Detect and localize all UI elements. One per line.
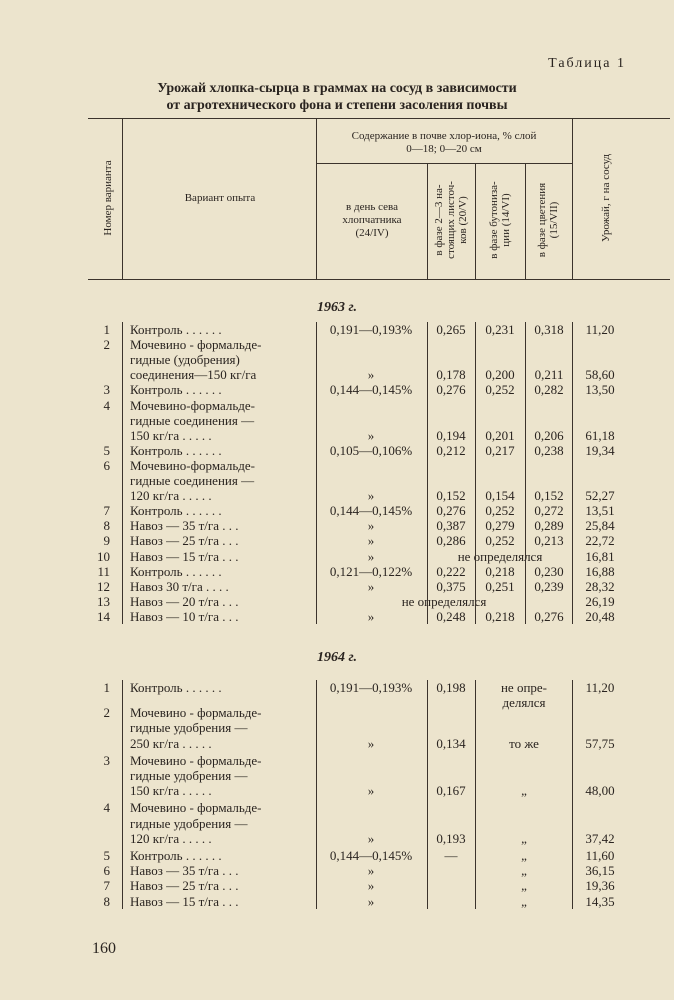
leaves-value: 0,276 xyxy=(436,503,466,519)
sowing-value: » xyxy=(367,533,375,549)
flowering-value: 0,211 xyxy=(534,367,564,383)
leaves-value: 0,286 xyxy=(436,533,466,549)
sowing-value: » xyxy=(367,735,375,751)
yield-value: 22,72 xyxy=(585,533,615,549)
yield-value: 13,51 xyxy=(585,503,615,519)
yield-value: 28,32 xyxy=(585,578,615,594)
sowing-value: » xyxy=(367,783,375,799)
header-variant-number: Номер варианта xyxy=(102,160,114,236)
row-number: 1 xyxy=(103,322,110,337)
yield-value: 19,34 xyxy=(585,442,615,458)
yield-value: 11,20 xyxy=(585,680,615,695)
leaves-value: 0,198 xyxy=(436,680,466,695)
yield-value: 20,48 xyxy=(585,608,615,624)
variant-name: Мочевино - формальде- xyxy=(130,752,262,768)
leaves-value: 0,248 xyxy=(436,608,466,624)
yield-value: 11,60 xyxy=(585,848,615,863)
leaves-value: 0,222 xyxy=(436,563,466,579)
variant-name: соединения—150 кг/га xyxy=(130,367,257,383)
header-leaves-line-2: стоящих листоч- xyxy=(445,181,457,259)
variant-name: гидные соединения — xyxy=(130,412,255,428)
variant-name: Мочевино-формальде- xyxy=(130,397,255,413)
sowing-value: 0,105—0,106% xyxy=(329,442,413,458)
col-divider xyxy=(525,322,526,624)
row-number: 9 xyxy=(103,533,110,549)
row-number: 2 xyxy=(103,705,110,721)
variant-name: Контроль . . . . . . xyxy=(130,563,222,579)
variant-name: гидные соединения — xyxy=(130,473,255,488)
variant-name: Контроль . . . . . . xyxy=(130,680,222,695)
row-number: 10 xyxy=(97,548,110,564)
variant-name: Контроль . . . . . . xyxy=(130,382,222,398)
variant-name: Контроль . . . . . . xyxy=(130,442,222,458)
flowering-value: 0,282 xyxy=(534,382,564,398)
header-sowing-line-2: хлопчатника xyxy=(342,214,402,226)
col-divider xyxy=(427,680,428,909)
budding-value: 0,201 xyxy=(485,427,515,443)
row-number: 6 xyxy=(103,457,110,473)
variant-name: Навоз — 25 т/га . . . xyxy=(130,878,239,894)
row-number: 12 xyxy=(97,578,110,594)
flowering-value: 0,276 xyxy=(534,608,564,624)
sowing-value: 0,144—0,145% xyxy=(329,382,413,398)
header-leaves-line-3: ков (20/V) xyxy=(457,196,469,244)
variant-name: 120 кг/га . . . . . xyxy=(130,830,212,846)
sowing-value: » xyxy=(367,863,375,879)
variant-name: 150 кг/га . . . . . xyxy=(130,783,212,799)
variant-name: Мочевино-формальде- xyxy=(130,457,255,473)
subheader-rule xyxy=(316,163,572,164)
col-divider xyxy=(475,322,476,624)
variant-name: гидные удобрения — xyxy=(130,768,248,783)
sowing-value: » xyxy=(367,878,375,894)
budding-value: 0,200 xyxy=(485,367,515,383)
col-divider xyxy=(572,680,573,909)
flowering-value: 0,206 xyxy=(534,427,564,443)
budding-value: 0,252 xyxy=(485,382,515,398)
leaves-value: — xyxy=(444,848,458,863)
leaves-value: 0,194 xyxy=(436,427,466,443)
leaves-value: 0,265 xyxy=(436,322,466,337)
sowing-value: 0,191—0,193% xyxy=(329,322,413,337)
page-number: 160 xyxy=(92,940,116,957)
sowing-value: 0,144—0,145% xyxy=(329,503,413,519)
row-number: 2 xyxy=(103,337,110,353)
col-divider xyxy=(316,680,317,909)
header-content-line-1: Содержание в почве хлор-иона, % слой xyxy=(351,130,537,142)
title-line-1: Урожай хлопка-сырца в граммах на сосуд в зависимости xyxy=(157,81,517,96)
table-label: Таблица 1 xyxy=(548,56,626,71)
sowing-value: » xyxy=(367,367,375,383)
row-number: 6 xyxy=(103,863,110,879)
variant-name: 150 кг/га . . . . . xyxy=(130,427,212,443)
yield-value: 48,00 xyxy=(585,783,615,799)
header-content xyxy=(318,130,570,156)
header-flowering-phase xyxy=(536,165,560,275)
row-number: 3 xyxy=(103,752,110,768)
header-variant: Вариант опыта xyxy=(184,192,256,204)
col-divider xyxy=(525,163,526,279)
budding-flowering-note: „ xyxy=(521,848,527,863)
row-number: 11 xyxy=(97,563,110,579)
variant-name: Навоз — 20 т/га . . . xyxy=(130,593,239,609)
variant-name: Навоз 30 т/га . . . . xyxy=(130,578,229,594)
variant-name: гидные удобрения — xyxy=(130,815,248,831)
not-determined-note: не определялся xyxy=(401,593,487,609)
row-number: 4 xyxy=(103,397,110,413)
sowing-value: » xyxy=(367,830,375,846)
yield-value: 37,42 xyxy=(585,830,615,846)
variant-name: Навоз — 35 т/га . . . xyxy=(130,518,239,534)
col-divider xyxy=(427,163,428,279)
header-flowering-line-2: (15/VII) xyxy=(548,201,560,239)
budding-value: 0,154 xyxy=(485,488,515,504)
row-number: 1 xyxy=(103,680,110,695)
budding-flowering-note: „ xyxy=(521,783,527,799)
variant-name: Навоз — 10 т/га . . . xyxy=(130,608,239,624)
variant-name: Навоз — 35 т/га . . . xyxy=(130,863,239,879)
variant-name: Навоз — 15 т/га . . . xyxy=(130,893,239,909)
sowing-value: » xyxy=(367,608,375,624)
row-number: 4 xyxy=(103,800,110,816)
header-sowing xyxy=(318,201,426,240)
flowering-value: 0,239 xyxy=(534,578,564,594)
yield-value: 11,20 xyxy=(585,322,615,337)
header-sowing-line-1: в день сева xyxy=(346,201,398,213)
variant-name: Контроль . . . . . . xyxy=(130,503,222,519)
row-number: 5 xyxy=(103,848,110,863)
budding-value: 0,218 xyxy=(485,563,515,579)
sowing-value: » xyxy=(367,893,375,909)
col-divider xyxy=(475,680,476,909)
yield-value: 16,81 xyxy=(585,548,615,564)
variant-name: Контроль . . . . . . xyxy=(130,322,222,337)
budding-value: 0,217 xyxy=(485,442,515,458)
header-sowing-line-3: (24/IV) xyxy=(355,227,389,239)
budding-value: 0,252 xyxy=(485,503,515,519)
leaves-value: 0,134 xyxy=(436,735,466,751)
sowing-value: 0,144—0,145% xyxy=(329,848,413,863)
row-number: 13 xyxy=(97,593,110,609)
row-number: 14 xyxy=(97,608,110,624)
variant-name: Контроль . . . . . . xyxy=(130,848,222,863)
variant-name: Мочевино - формальде- xyxy=(130,337,262,353)
yield-value: 57,75 xyxy=(585,735,615,751)
yield-value: 61,18 xyxy=(585,427,615,443)
header-budding-phase xyxy=(488,165,512,275)
budding-value: 0,252 xyxy=(485,533,515,549)
flowering-value: 0,152 xyxy=(534,488,564,504)
variant-name: Мочевино - формальде- xyxy=(130,800,262,816)
flowering-value: 0,272 xyxy=(534,503,564,519)
header-flowering-line-1: в фазе цветения xyxy=(536,182,548,258)
header-top-rule xyxy=(88,118,670,119)
row-number: 8 xyxy=(103,518,110,534)
col-divider xyxy=(122,118,123,279)
variant-name: Навоз — 15 т/га . . . xyxy=(130,548,239,564)
sowing-value: » xyxy=(367,548,375,564)
yield-value: 26,19 xyxy=(585,593,615,609)
budding-flowering-note: то же xyxy=(509,735,539,751)
yield-value: 19,36 xyxy=(585,878,615,894)
budding-value: 0,218 xyxy=(485,608,515,624)
header-budding-line-1: в фазе бутониза- xyxy=(488,181,500,259)
header-content-line-2: 0—18; 0—20 см xyxy=(406,143,482,155)
budding-value: 0,231 xyxy=(485,322,515,337)
header-bottom-rule xyxy=(88,279,670,280)
variant-name: Навоз — 25 т/га . . . xyxy=(130,533,239,549)
budding-flowering-note: „ xyxy=(521,863,527,879)
sowing-value: » xyxy=(367,518,375,534)
sowing-value: » xyxy=(367,488,375,504)
budding-value: 0,251 xyxy=(485,578,515,594)
variant-name: 120 кг/га . . . . . xyxy=(130,488,212,504)
variant-name: Мочевино - формальде- xyxy=(130,705,262,721)
sowing-value: 0,121—0,122% xyxy=(329,563,413,579)
header-yield: Урожай, г на сосуд xyxy=(600,154,612,242)
leaves-value: 0,167 xyxy=(436,783,466,799)
budding-flowering-note: „ xyxy=(521,893,527,909)
variant-name: гидные (удобрения) xyxy=(130,352,240,368)
year-1964: 1964 г. xyxy=(317,650,357,665)
leaves-value: 0,375 xyxy=(436,578,466,594)
row-number: 7 xyxy=(103,878,110,894)
col-divider xyxy=(122,680,123,909)
row-number: 8 xyxy=(103,893,110,909)
flowering-value: 0,213 xyxy=(534,533,564,549)
not-determined-note: не определялся xyxy=(457,548,543,564)
table-title xyxy=(0,80,674,114)
budding-value: 0,279 xyxy=(485,518,515,534)
col-divider xyxy=(572,322,573,624)
col-divider xyxy=(316,322,317,624)
flowering-value: 0,318 xyxy=(534,322,564,337)
leaves-value: 0,152 xyxy=(436,488,466,504)
leaves-value: 0,276 xyxy=(436,382,466,398)
leaves-value: 0,193 xyxy=(436,830,466,846)
sowing-value: » xyxy=(367,427,375,443)
yield-value: 16,88 xyxy=(585,563,615,579)
variant-name: 250 кг/га . . . . . xyxy=(130,735,212,751)
variant-name: гидные удобрения — xyxy=(130,720,248,736)
col-divider xyxy=(475,163,476,279)
sowing-value: » xyxy=(367,578,375,594)
budding-flowering-note: „ xyxy=(521,830,527,846)
yield-value: 14,35 xyxy=(585,893,615,909)
header-leaves-phase xyxy=(433,165,469,275)
yield-value: 52,27 xyxy=(585,488,615,504)
sowing-value: 0,191—0,193% xyxy=(329,680,413,695)
budding-flowering-note: „ xyxy=(521,878,527,894)
yield-value: 25,84 xyxy=(585,518,615,534)
budding-flowering-note: не опре- xyxy=(500,680,548,695)
yield-value: 13,50 xyxy=(585,382,615,398)
flowering-value: 0,289 xyxy=(534,518,564,534)
yield-value: 58,60 xyxy=(585,367,615,383)
row-number: 3 xyxy=(103,382,110,398)
flowering-value: 0,238 xyxy=(534,442,564,458)
budding-flowering-note: делялся xyxy=(502,695,546,711)
col-divider xyxy=(316,118,317,279)
row-number: 7 xyxy=(103,503,110,519)
header-budding-line-2: ции (14/VI) xyxy=(500,193,512,247)
flowering-value: 0,230 xyxy=(534,563,564,579)
col-divider xyxy=(427,322,428,624)
year-1963: 1963 г. xyxy=(317,300,357,315)
col-divider xyxy=(572,118,573,279)
leaves-value: 0,212 xyxy=(436,442,466,458)
row-number: 5 xyxy=(103,442,110,458)
header-leaves-line-1: в фазе 2—3 на- xyxy=(433,184,445,256)
leaves-value: 0,387 xyxy=(436,518,466,534)
leaves-value: 0,178 xyxy=(436,367,466,383)
yield-value: 36,15 xyxy=(585,863,615,879)
title-line-2: от агротехнического фона и степени засоления почвы xyxy=(166,98,508,113)
col-divider xyxy=(122,322,123,624)
